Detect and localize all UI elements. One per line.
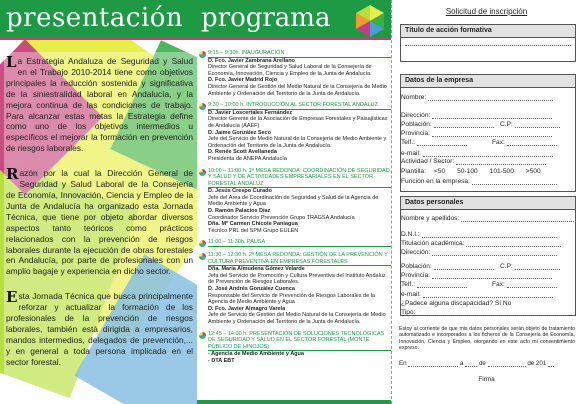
field-input[interactable] [507,281,557,288]
program-item [197,239,391,247]
speaker-name: D. Javier Loscertales Fernández [208,109,293,116]
speaker-name: - Agencia de Medio Ambiente y Agua [208,351,304,358]
form-field [401,249,557,256]
place-date-line [399,360,554,367]
field-label: Titulación académica: [401,240,467,247]
speaker-name: D. Fco. Javier Almagro Varela [208,305,286,312]
speaker-role: Director Gerente de la Asociación de Empresas Forestales y Paisajísticas de Andalucía (AAEF) [208,116,388,129]
disability-question: ¿Padece alguna discapacidad? [401,300,495,307]
form-field [401,139,467,146]
program-item-heading [208,252,391,266]
speaker-name: Dña. María Almudena Gómez Velarde [208,266,305,273]
field-input[interactable] [456,158,546,165]
field-input[interactable] [507,139,557,146]
speaker-role: Responsable del Servicio de Prevención de Riesgos Laborales de la Agencia de Medio Ambiente y Agua [208,292,375,306]
field-label: Tipo: [401,309,418,316]
bullet-icon [199,253,206,260]
drop-cap: E [6,288,18,307]
program-item-heading [208,239,391,247]
no-option[interactable]: No [502,300,512,307]
program-time: 11:30 – 12:30 h. [208,252,249,259]
form-field [401,272,552,279]
speaker-name: D. Ramón Palacios Díaz [208,208,271,215]
paragraph [6,288,193,367]
staff-option[interactable]: 50-100 [457,168,478,175]
form-title: Solicitud de inscripción [445,7,528,16]
speaker-role: Director General de Gestión del Medio Natural de la Consejería de Medio Ambiente y Ordenación del Territorio de la Junta de Andalucía. [208,83,387,97]
speaker-name: - DTA EBT [208,357,235,364]
field-input[interactable] [432,272,552,279]
legal-text: Estoy al corriente de que mis datos personales serán objeto de tratamiento automatizado e incorporados a los ficheros de la Consejería de Economía, Innovación, Ciencia y Empleo, otorgando en este acto mi consentimiento expreso. [399,326,575,351]
form-field [401,291,553,298]
a-label: a [460,360,464,367]
speaker-name: D. Fco. Javier Zambrana Arellano [208,57,295,64]
field-label: e-mail: [401,150,423,157]
program-time: 9:15 – 9:30h. [208,50,242,56]
paragraph-text: azón por la cual la Dirección General de Seguridad y Salud Laboral de la Consejería de Economía, Innovación, Ciencia y Empleo de la Junta de Andalucía ha organizado esta Jornada Técnica, que tiene por objeto abordar diversos aspectos tanto teóricos como prácticos relacionados con la prevención de riesgos laborales durante la ejecución de obras forestales en Andalucía, por parte de profesionales con un amplio bagaje y experiencia en dicho sector. [6,168,193,277]
speaker-name: D. Jaime González Seco [208,129,271,136]
bullet-icon [199,51,206,58]
program-item-heading [208,50,391,58]
field-input[interactable] [417,139,467,146]
form-field [401,263,494,270]
form-field [401,112,552,119]
field-label: Dirección: [401,249,433,256]
speaker-role: Coordinador Servicio Prevención Grupo TRAGSA Andalucía [208,214,355,221]
field-label: Nombre y apellidos: [401,215,462,222]
field-label: Fax: [492,139,507,146]
field-input[interactable] [428,94,553,101]
form-field [401,281,467,288]
program-time: 9:30 – 10:00 h. [208,102,247,109]
field-label: Población: [401,263,434,270]
staff-option[interactable]: <50 [433,168,446,175]
staff-option[interactable]: 101-500 [489,168,514,175]
field-input[interactable] [434,121,494,128]
program-time: 12:45 – 14:00 h. [208,330,250,337]
form-field [401,178,557,185]
yes-option[interactable]: Sí [494,300,503,307]
form-field [492,139,557,146]
form-field [401,158,546,165]
field-label: Población: [401,121,434,128]
field-label: Nombre: [401,94,429,101]
field-input[interactable] [417,309,567,316]
program-item [197,252,391,326]
program-label: PRESENTACIÓN DE SOLUCIONES TECNOLÓGICAS DE SEGURIDAD Y SALUD EN EL SECTOR FORESTAL (MONTE PÚBLICO DE HINOJOS) [208,330,385,350]
program-label: INAUGURACIÓN [241,50,285,56]
presentation-header [0,0,197,40]
speaker-role: Jefe de Servicio de Gestión del Medio Natural de la Consejería de Medio Ambiente y Ordenación del Territorio de la Junta de Andalucía. [208,312,386,325]
field-label: Actividad / Sector: [401,158,456,165]
program-label: 2ª MESA REDONDA: GESTIÓN DE LA PREVENCIÓN Y CULTURA PREVENTIVA EN EMPRESAS FORESTALES [208,252,388,265]
speaker-role: Jefe del Área de Coordinación de Seguridad y Salud de la Agencia de Medio Ambiente y Agua [208,194,379,208]
registration-form [391,0,580,404]
speaker-role: Director General de Seguridad y Salud Laboral de la Consejería de Economía, Innovación, Ciencia y Empleo de la Junta de Andalucía. [208,64,372,77]
action-label: Título de acción formativa [401,25,575,38]
speaker-name: D. Fco. Javier Madrid Rojo [208,77,278,84]
form-field [401,121,494,128]
field-input[interactable] [515,121,560,128]
paragraph-text: a Estrategia Andaluza de Seguridad y Salud en el Trabajo 2010-2014 tiene como objetivos principales la reducción sostenida y significativa de la siniestralidad laboral en Andalucía, y la mejora continua de las condiciones de trabajo. Para alcanzar estas metas la Estrategia define como uno de los objetivos intermedios u específicos el mejorar la formación en prevención de riesgos laborales. [6,56,193,154]
form-field [401,231,557,238]
field-label: C.P: [500,263,515,270]
field-label: Función en la empresa: [401,178,472,185]
program-item-heading [208,102,391,110]
program-item [197,168,391,235]
form-field [500,121,560,128]
en-label: En [399,360,407,367]
paragraph-text: sta Jornada Técnica que busca principalmente reforzar y actualizar la formación de los profesionales de la prevención de riesgos laborales, también está dirigida a empresarios, mandos intermedios, delegados de prevención,... y en general a toda persona implicada en el sector forestal. [6,291,193,367]
field-label: Provincia: [401,272,432,279]
day-field[interactable] [465,360,477,367]
program-label: 1ª MESA REDONDA: COORDINACIÓN DE SEGURIDAD Y SALUD Y DE ACTIVIDADES EMPRESARIALES EN EL SECTOR FORESTAL ANDALUZ [208,167,390,187]
bullet-icon [199,169,206,176]
bullet-icon [199,103,206,110]
form-field [401,94,553,101]
field-label: Fax: [492,281,507,288]
signature-label: Firma [478,376,495,383]
logo-icon [353,4,387,38]
field-input[interactable] [461,215,576,222]
staff-option[interactable]: >500 [525,168,541,175]
program-label: INTRODUCCIÓN AL SECTOR FORESTAL ANDALUZ. [246,102,380,109]
personal-box [400,196,576,316]
field-input[interactable] [432,112,552,119]
form-field [401,150,553,157]
field-input[interactable] [417,281,467,288]
program-time: 10:00 – 11:00 h. [208,167,249,174]
field-input[interactable] [422,231,557,238]
speaker-role: Jefe del Servicio de Medio Natural de la Consejería de Medio Ambiente y Ordenación del Territorio de la Junta de Andalucía. [208,136,387,149]
form-field [500,263,560,270]
program-item [197,102,391,162]
action-field[interactable] [405,45,571,46]
presentation-panel [0,0,197,404]
program-title: programa [201,3,331,33]
footer-bar [197,400,391,404]
drop-cap: R [6,165,19,184]
field-input[interactable] [434,263,494,270]
year-field[interactable] [548,360,554,367]
field-input[interactable] [466,240,561,247]
field-label: C.P: [500,121,515,128]
field-input[interactable] [472,178,557,185]
field-input[interactable] [432,130,552,137]
program-item-heading [208,331,391,352]
field-input[interactable] [423,150,553,157]
speaker-name: D. José Andrés González Cuenca [208,286,295,292]
speaker-role: Presidenta de ANEPA Andalucía [208,155,287,162]
form-field [492,281,557,288]
form-field [401,309,567,316]
disability-row [401,300,511,307]
field-label: Dirección: [401,112,433,119]
field-input[interactable] [432,249,557,256]
speaker-name: Dña. Mª Carmen Chicote Paniagua [208,221,298,228]
field-label: e-mail: [401,291,423,298]
program-label: PAUSA [246,239,266,246]
field-label: D.N.I.: [401,231,422,238]
program-panel [197,0,391,404]
program-time: 11:00 – 11:30h. [208,239,247,246]
speaker-name: D. Jesús Crespo Curado [208,188,272,195]
staff-label: Plantilla: [401,168,426,175]
program-item [197,331,391,365]
speaker-role: Jefa del Servicio de Promoción y Cultura Preventiva del Instituto Andaluz de Prevención de Riesgos Laborales. [208,272,386,286]
de-label: de [478,360,486,367]
paragraph [6,53,193,154]
form-field [401,130,552,137]
field-input[interactable] [423,291,553,298]
presentation-text [6,53,193,382]
staff-row [401,168,553,175]
place-field[interactable] [408,360,458,367]
field-label: Telf.: [401,281,417,288]
bullet-icon [199,240,206,247]
form-field [401,240,561,247]
drop-cap: L [6,53,17,71]
presentation-title: presentación [6,3,184,33]
personal-header: Datos personales [401,197,575,210]
field-label: Provincia: [401,130,432,137]
program-header [197,0,391,40]
program-item-heading [208,168,391,189]
form-field [401,215,576,222]
action-box [400,24,576,62]
field-input[interactable] [515,263,560,270]
year-label: de 201 [527,360,547,367]
speaker-role: Técnico PRL del SPM Grupo EULEN [208,227,299,234]
program-item [197,50,391,97]
month-field[interactable] [488,360,526,367]
program-list [197,50,391,370]
company-header: Datos de la empresa [401,75,575,88]
speaker-name: D. Renée Scott Avellaneda [208,149,277,156]
paragraph [6,165,193,277]
bullet-icon [199,332,206,339]
field-label: Telf.: [401,139,417,146]
